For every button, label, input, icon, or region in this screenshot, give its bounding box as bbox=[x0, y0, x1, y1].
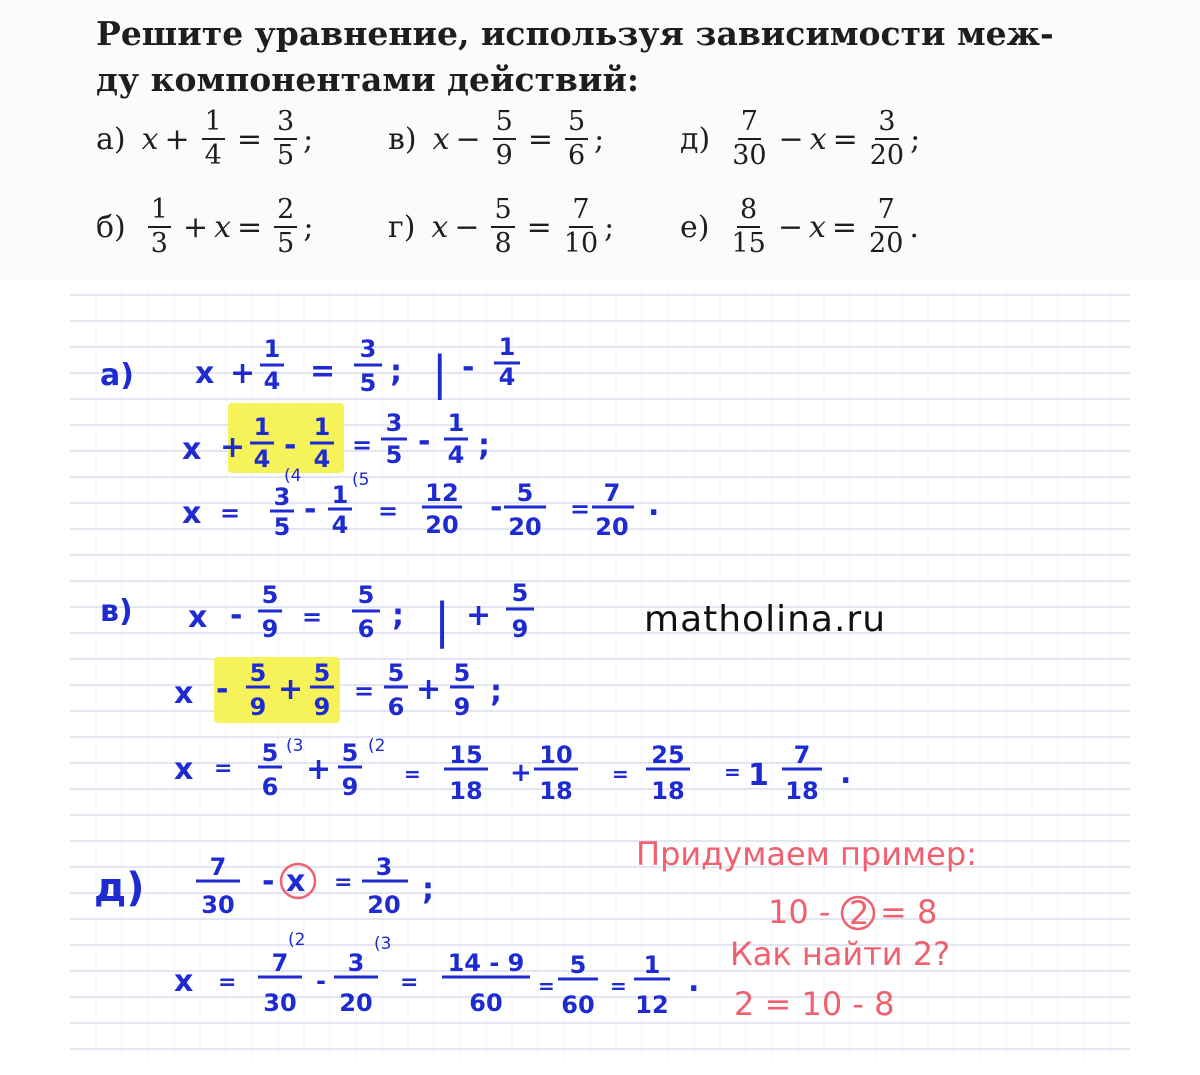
denominator: 20 bbox=[339, 989, 373, 1017]
operator: + bbox=[466, 598, 492, 633]
numerator: 7 bbox=[569, 196, 592, 228]
numerator: 1 bbox=[331, 481, 349, 509]
fraction bbox=[869, 196, 903, 259]
fraction bbox=[870, 108, 904, 171]
item-label: г) bbox=[388, 209, 416, 245]
variable-x: x bbox=[141, 121, 159, 157]
fraction bbox=[564, 196, 598, 259]
numerator: 5 bbox=[357, 581, 375, 609]
equals-sign: = bbox=[352, 431, 373, 459]
denominator: 18 bbox=[539, 777, 573, 805]
denominator: 9 bbox=[313, 693, 331, 721]
numerator: 10 bbox=[539, 741, 573, 769]
divider-bar: | bbox=[432, 346, 448, 400]
numerator: 1 bbox=[313, 413, 331, 441]
hint-line-3: Как найти 2? bbox=[730, 935, 951, 973]
whole-part: 1 bbox=[748, 758, 769, 793]
variable-x: x bbox=[174, 676, 194, 711]
punctuation: ; bbox=[910, 121, 921, 157]
task-item-e bbox=[680, 196, 919, 259]
numerator: 5 bbox=[313, 659, 331, 687]
numerator: 1 bbox=[643, 951, 661, 979]
solution-d bbox=[94, 853, 699, 1019]
equals-sign: = bbox=[334, 870, 353, 895]
denominator: 60 bbox=[469, 989, 503, 1017]
numerator: 3 bbox=[385, 409, 403, 437]
variable-x: x bbox=[188, 600, 208, 635]
fraction bbox=[148, 196, 171, 259]
variable-x: x bbox=[174, 752, 194, 787]
numerator: 5 bbox=[493, 108, 516, 140]
numerator: 15 bbox=[449, 741, 483, 769]
operator: − bbox=[455, 121, 481, 157]
equals-sign: = bbox=[538, 974, 555, 998]
variable-x: x bbox=[286, 864, 306, 899]
operator: + bbox=[416, 672, 442, 707]
denominator: 15 bbox=[731, 228, 766, 260]
task-title-line-1: Решите уравнение, используя зависимости меж- bbox=[96, 14, 1054, 53]
equals-sign: = bbox=[354, 677, 375, 705]
denominator: 5 bbox=[277, 228, 295, 260]
equals-sign: = bbox=[218, 970, 237, 995]
numerator: 5 bbox=[491, 196, 514, 228]
numerator: 1 bbox=[447, 409, 465, 437]
task-item-b bbox=[96, 196, 313, 259]
denominator: 4 bbox=[253, 445, 271, 473]
punctuation: ; bbox=[392, 598, 404, 633]
hint-line-2-start: 10 - bbox=[768, 893, 831, 931]
denominator: 3 bbox=[150, 228, 168, 260]
variable-x: x bbox=[174, 964, 194, 999]
denominator: 6 bbox=[357, 615, 375, 643]
numerator: 5 bbox=[516, 479, 534, 507]
numerator: 3 bbox=[273, 483, 291, 511]
numerator: 12 bbox=[425, 479, 459, 507]
fraction bbox=[731, 196, 765, 259]
numerator: 7 bbox=[209, 853, 227, 881]
fraction bbox=[493, 108, 516, 171]
punctuation: ; bbox=[303, 209, 314, 245]
denominator: 60 bbox=[561, 991, 595, 1019]
operator: + bbox=[230, 356, 256, 391]
operator: - bbox=[304, 492, 317, 527]
fraction bbox=[565, 108, 588, 171]
denominator: 9 bbox=[511, 615, 529, 643]
fraction bbox=[274, 108, 297, 171]
punctuation: ; bbox=[303, 121, 314, 157]
operator: - bbox=[462, 350, 475, 385]
numerator: 1 bbox=[263, 335, 281, 363]
operator: + bbox=[278, 672, 304, 707]
punctuation: ; bbox=[478, 428, 490, 463]
variable-x: x bbox=[808, 209, 826, 245]
denominator: 9 bbox=[249, 693, 267, 721]
denominator: 4 bbox=[447, 441, 465, 469]
denominator: 30 bbox=[263, 989, 297, 1017]
numerator: 5 bbox=[565, 108, 588, 140]
numerator: 5 bbox=[453, 659, 471, 687]
equals-sign: = bbox=[400, 970, 419, 995]
item-label: в) bbox=[388, 121, 417, 157]
equals-sign: = bbox=[378, 497, 399, 525]
numerator: 5 bbox=[261, 739, 279, 767]
punctuation: . bbox=[648, 488, 660, 523]
punctuation: ; bbox=[422, 872, 434, 907]
denominator: 20 bbox=[425, 511, 459, 539]
variable-x: x bbox=[182, 496, 202, 531]
hint-line-2-end: = 8 bbox=[880, 893, 938, 931]
denominator: 30 bbox=[732, 140, 767, 172]
equals-sign: = bbox=[302, 603, 323, 631]
numerator: 3 bbox=[875, 108, 898, 140]
punctuation: ; bbox=[594, 121, 605, 157]
equals-sign: = bbox=[527, 121, 553, 157]
equals-sign: = bbox=[237, 209, 263, 245]
numerator: 5 bbox=[261, 581, 279, 609]
equals-sign: = bbox=[220, 499, 241, 527]
punctuation: . bbox=[688, 964, 700, 999]
denominator: 9 bbox=[453, 693, 471, 721]
fraction bbox=[274, 196, 297, 259]
fraction bbox=[202, 108, 225, 171]
equals-sign: = bbox=[214, 756, 233, 781]
numerator: 7 bbox=[738, 108, 761, 140]
multiplier: (3 bbox=[286, 736, 304, 756]
numerator: 14 - 9 bbox=[447, 949, 525, 977]
watermark: matholina.ru bbox=[644, 599, 887, 640]
numerator: 2 bbox=[274, 196, 297, 228]
solution-label: в) bbox=[100, 594, 133, 629]
operator: - bbox=[262, 864, 275, 899]
denominator: 12 bbox=[635, 991, 669, 1019]
operator: - bbox=[418, 424, 431, 459]
operator: − bbox=[454, 209, 480, 245]
numerator: 1 bbox=[202, 108, 225, 140]
denominator: 20 bbox=[367, 891, 401, 919]
operator: - bbox=[316, 967, 326, 995]
multiplier: (4 bbox=[284, 466, 302, 486]
punctuation: . bbox=[840, 756, 852, 791]
item-label: д) bbox=[680, 121, 711, 157]
numerator: 7 bbox=[603, 479, 621, 507]
denominator: 18 bbox=[785, 777, 819, 805]
fraction bbox=[732, 108, 766, 171]
operator: - bbox=[490, 490, 503, 525]
denominator: 9 bbox=[495, 140, 513, 172]
punctuation: . bbox=[909, 209, 919, 245]
denominator: 4 bbox=[263, 367, 281, 395]
denominator: 10 bbox=[563, 228, 599, 260]
numerator: 5 bbox=[249, 659, 267, 687]
hint-line-2-circled: 2 bbox=[849, 894, 870, 932]
numerator: 7 bbox=[271, 949, 289, 977]
operator: − bbox=[777, 209, 803, 245]
operator: + bbox=[164, 121, 190, 157]
solution-label: а) bbox=[100, 358, 134, 393]
item-label: б) bbox=[96, 209, 126, 245]
denominator: 5 bbox=[385, 441, 403, 469]
equals-sign: = bbox=[236, 121, 262, 157]
multiplier: (5 bbox=[352, 470, 370, 490]
multiplier: (2 bbox=[288, 930, 306, 950]
denominator: 30 bbox=[201, 891, 235, 919]
numerator: 1 bbox=[148, 196, 171, 228]
operator: + bbox=[182, 209, 209, 245]
operator: + bbox=[510, 758, 532, 788]
denominator: 5 bbox=[273, 513, 291, 541]
denominator: 20 bbox=[595, 513, 629, 541]
equals-sign: = bbox=[404, 762, 421, 786]
numerator: 25 bbox=[651, 741, 685, 769]
punctuation: ; bbox=[604, 209, 615, 245]
multiplier: (2 bbox=[368, 736, 386, 756]
denominator: 6 bbox=[387, 693, 405, 721]
textbook-excerpt bbox=[0, 0, 1200, 280]
numerator: 5 bbox=[387, 659, 405, 687]
punctuation: ; bbox=[390, 354, 402, 389]
denominator: 4 bbox=[204, 140, 222, 172]
variable-x: x bbox=[431, 209, 449, 245]
operator: + bbox=[220, 430, 246, 465]
denominator: 8 bbox=[494, 228, 512, 260]
multiplier: (3 bbox=[374, 934, 392, 954]
variable-x: x bbox=[432, 121, 450, 157]
operator: - bbox=[230, 598, 243, 633]
punctuation: ; bbox=[490, 674, 502, 709]
variable-x: x bbox=[214, 209, 232, 245]
item-label: е) bbox=[680, 209, 710, 245]
item-label: а) bbox=[96, 121, 126, 157]
variable-x: x bbox=[182, 432, 202, 467]
variable-x: x bbox=[195, 356, 215, 391]
hint-line-4: 2 = 10 - 8 bbox=[734, 985, 895, 1023]
denominator: 18 bbox=[449, 777, 483, 805]
numerator: 3 bbox=[274, 108, 297, 140]
task-item-a bbox=[96, 108, 313, 171]
task-title-line-2: ду компонентами действий: bbox=[96, 60, 640, 99]
equals-sign: = bbox=[310, 354, 336, 389]
denominator: 20 bbox=[869, 228, 904, 260]
task-item-g bbox=[388, 196, 614, 259]
numerator: 7 bbox=[793, 741, 811, 769]
numerator: 5 bbox=[341, 739, 359, 767]
numerator: 3 bbox=[359, 335, 377, 363]
denominator: 5 bbox=[359, 369, 377, 397]
handwritten-solution-sheet bbox=[70, 285, 1130, 1060]
numerator: 3 bbox=[347, 949, 365, 977]
operator: - bbox=[216, 672, 229, 707]
denominator: 9 bbox=[261, 615, 279, 643]
divider-bar: | bbox=[434, 593, 451, 649]
equals-sign: = bbox=[724, 760, 741, 784]
hint-line-1: Придумаем пример: bbox=[636, 835, 977, 873]
numerator: 7 bbox=[875, 196, 898, 228]
task-item-d bbox=[680, 108, 920, 171]
denominator: 4 bbox=[498, 363, 516, 391]
task-item-v bbox=[388, 108, 604, 171]
solution-label: д) bbox=[94, 865, 145, 911]
denominator: 5 bbox=[276, 140, 295, 172]
numerator: 3 bbox=[375, 853, 393, 881]
equals-sign: = bbox=[612, 762, 629, 786]
numerator: 1 bbox=[498, 333, 516, 361]
variable-x: x bbox=[809, 121, 827, 157]
equals-sign: = bbox=[610, 974, 627, 998]
numerator: 5 bbox=[569, 951, 587, 979]
operator: − bbox=[778, 121, 804, 157]
denominator: 20 bbox=[508, 513, 542, 541]
solution-a bbox=[100, 333, 659, 541]
denominator: 20 bbox=[869, 140, 905, 172]
equals-sign: = bbox=[832, 121, 858, 157]
equals-sign: = bbox=[526, 209, 552, 245]
operator: + bbox=[306, 752, 332, 787]
denominator: 4 bbox=[331, 511, 349, 539]
denominator: 18 bbox=[651, 777, 685, 805]
denominator: 4 bbox=[313, 445, 331, 473]
equals-sign: = bbox=[831, 209, 858, 245]
numerator: 5 bbox=[511, 579, 529, 607]
numerator: 8 bbox=[737, 196, 760, 228]
denominator: 9 bbox=[341, 773, 359, 801]
equals-sign: = bbox=[570, 495, 591, 523]
fraction bbox=[491, 196, 514, 259]
denominator: 6 bbox=[261, 773, 279, 801]
operator: - bbox=[284, 428, 297, 463]
denominator: 6 bbox=[567, 140, 586, 172]
numerator: 1 bbox=[253, 413, 271, 441]
